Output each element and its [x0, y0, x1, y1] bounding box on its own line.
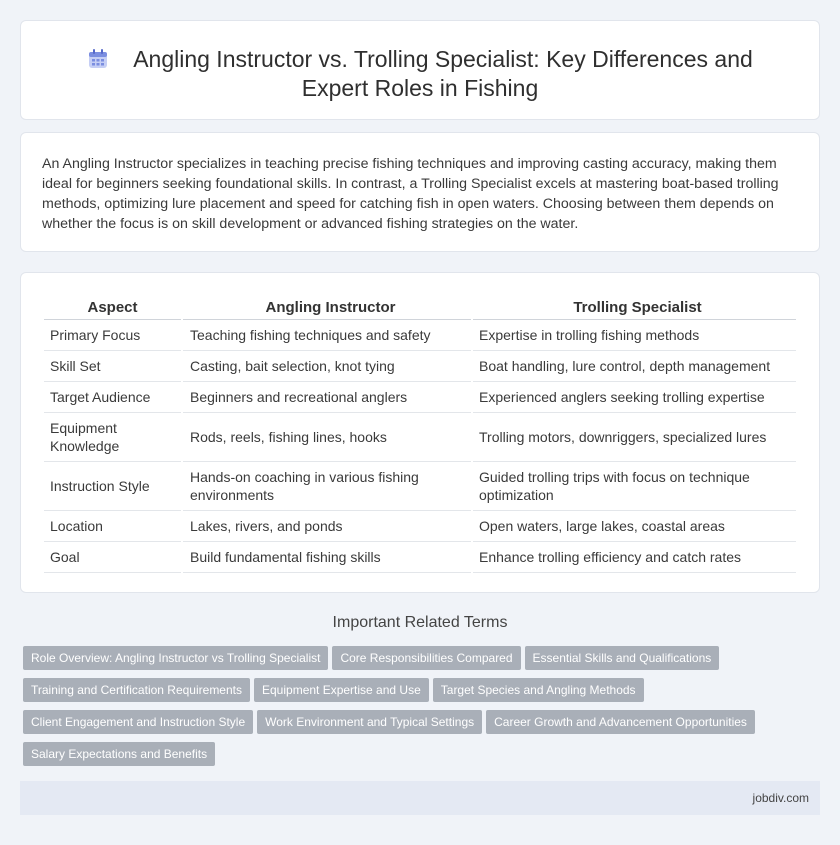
related-term-tag[interactable]: Salary Expectations and Benefits: [23, 742, 215, 766]
trolling-cell: Trolling motors, downriggers, specialized lures: [473, 413, 796, 462]
intro-card: [20, 132, 820, 252]
related-term-tag[interactable]: Core Responsibilities Compared: [332, 646, 520, 670]
tag-row: [23, 678, 813, 710]
table-row: [44, 462, 796, 511]
trolling-cell: Open waters, large lakes, coastal areas: [473, 511, 796, 542]
trolling-cell: Experienced anglers seeking trolling expertise: [473, 382, 796, 413]
page-title-wrap: [21, 45, 819, 103]
angling-cell: Hands-on coaching in various fishing environments: [183, 462, 471, 511]
angling-cell: Casting, bait selection, knot tying: [183, 351, 471, 382]
tag-row: [23, 742, 813, 774]
comparison-card: [20, 272, 820, 593]
header-aspect: Aspect: [44, 296, 181, 320]
angling-cell: Build fundamental fishing skills: [183, 542, 471, 573]
related-term-tag[interactable]: Target Species and Angling Methods: [433, 678, 644, 702]
trolling-cell: Enhance trolling efficiency and catch rates: [473, 542, 796, 573]
footer-site-link[interactable]: jobdiv.com: [752, 791, 809, 805]
header-card: [20, 20, 820, 120]
related-term-tag[interactable]: Equipment Expertise and Use: [254, 678, 429, 702]
header-angling-instructor: Angling Instructor: [183, 296, 471, 320]
angling-cell: Rods, reels, fishing lines, hooks: [183, 413, 471, 462]
page-title: Angling Instructor vs. Trolling Specialist: Key Differences and Expert Roles in Fishing: [133, 46, 753, 101]
table-row: [44, 382, 796, 413]
aspect-cell: Primary Focus: [44, 320, 181, 351]
table-row: [44, 511, 796, 542]
table-row: [44, 320, 796, 351]
aspect-cell: Equipment Knowledge: [44, 413, 181, 462]
related-term-tag[interactable]: Essential Skills and Qualifications: [525, 646, 720, 670]
related-term-tag[interactable]: Client Engagement and Instruction Style: [23, 710, 253, 734]
related-terms-list: [23, 646, 813, 774]
aspect-cell: Instruction Style: [44, 462, 181, 511]
aspect-cell: Skill Set: [44, 351, 181, 382]
calendar-icon: [87, 48, 109, 70]
table-header-row: [44, 296, 796, 320]
tag-row: [23, 646, 813, 678]
related-terms-title: Important Related Terms: [332, 614, 508, 631]
angling-cell: Beginners and recreational anglers: [183, 382, 471, 413]
comparison-table: [42, 296, 798, 573]
trolling-cell: Expertise in trolling fishing methods: [473, 320, 796, 351]
angling-cell: Teaching fishing techniques and safety: [183, 320, 471, 351]
intro-paragraph: An Angling Instructor specializes in teaching precise fishing techniques and improving casting accuracy, making them ideal for beginners seeking foundational skills. In contrast, a Trolling Specialist excels at mastering boat-based trolling methods, optimizing lure placement and speed for catching fish in open waters. Choosing between them depends on whether the focus is on skill development or advanced fishing strategies on the water.: [42, 156, 779, 232]
trolling-cell: Guided trolling trips with focus on technique optimization: [473, 462, 796, 511]
table-row: [44, 413, 796, 462]
related-term-tag[interactable]: Training and Certification Requirements: [23, 678, 250, 702]
header-trolling-specialist: Trolling Specialist: [473, 296, 796, 320]
angling-cell: Lakes, rivers, and ponds: [183, 511, 471, 542]
footer: [20, 781, 820, 815]
related-term-tag[interactable]: Career Growth and Advancement Opportunities: [486, 710, 755, 734]
aspect-cell: Target Audience: [44, 382, 181, 413]
table-row: [44, 542, 796, 573]
aspect-cell: Location: [44, 511, 181, 542]
table-row: [44, 351, 796, 382]
related-term-tag[interactable]: Role Overview: Angling Instructor vs Trolling Specialist: [23, 646, 328, 670]
trolling-cell: Boat handling, lure control, depth management: [473, 351, 796, 382]
tag-row: [23, 710, 813, 742]
aspect-cell: Goal: [44, 542, 181, 573]
related-term-tag[interactable]: Work Environment and Typical Settings: [257, 710, 482, 734]
